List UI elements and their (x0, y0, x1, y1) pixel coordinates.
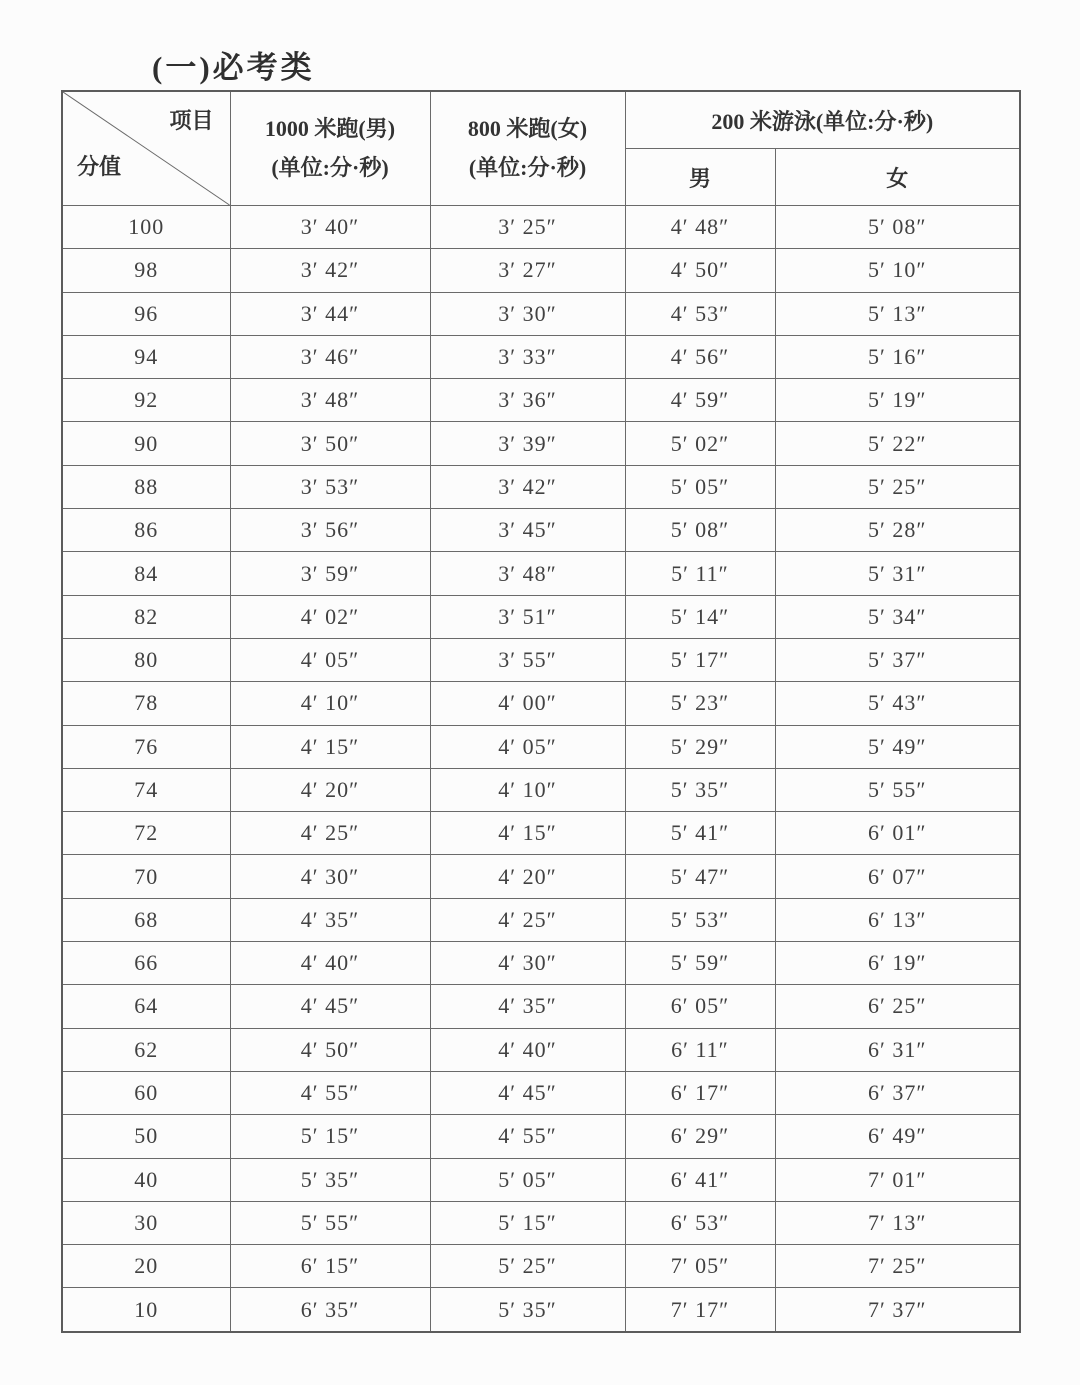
corner-label-item: 项目 (169, 108, 214, 133)
run-1000m-men-cell: 4′ 35″ (230, 898, 430, 941)
table-row (62, 1071, 1020, 1114)
run-1000m-men-cell: 4′ 05″ (230, 638, 430, 681)
run-1000m-men-cell: 4′ 55″ (230, 1071, 430, 1114)
swim-men-cell: 6′ 05″ (625, 985, 775, 1028)
score-cell: 66 (62, 942, 230, 985)
run-800m-women-cell: 3′ 27″ (430, 249, 625, 292)
swim-women-cell: 5′ 28″ (775, 509, 1020, 552)
score-cell: 50 (62, 1115, 230, 1158)
table-row (62, 335, 1020, 378)
swim-men-cell: 7′ 05″ (625, 1245, 775, 1288)
score-cell: 40 (62, 1158, 230, 1201)
table-row (62, 638, 1020, 681)
run-800m-women-cell: 3′ 55″ (430, 638, 625, 681)
section-title: (一)必考类 (152, 50, 315, 85)
swim-women-cell: 5′ 55″ (775, 768, 1020, 811)
run-1000m-men-cell: 6′ 35″ (230, 1288, 430, 1332)
run-800m-women-cell: 5′ 35″ (430, 1288, 625, 1332)
header-run-800m-women-title: 800 米跑(女) (467, 116, 588, 141)
score-cell: 62 (62, 1028, 230, 1071)
table-row (62, 1158, 1020, 1201)
run-800m-women-cell: 4′ 20″ (430, 855, 625, 898)
swim-women-cell: 5′ 37″ (775, 638, 1020, 681)
run-800m-women-cell: 3′ 48″ (430, 552, 625, 595)
swim-women-cell: 5′ 13″ (775, 292, 1020, 335)
run-1000m-men-cell: 4′ 15″ (230, 725, 430, 768)
corner-label-score: 分值 (77, 154, 122, 179)
run-1000m-men-cell: 4′ 25″ (230, 812, 430, 855)
swim-women-cell: 5′ 43″ (775, 682, 1020, 725)
run-800m-women-cell: 3′ 25″ (430, 206, 625, 249)
swim-women-cell: 6′ 01″ (775, 812, 1020, 855)
table-row (62, 1245, 1020, 1288)
swim-women-cell: 6′ 37″ (775, 1071, 1020, 1114)
swim-men-cell: 6′ 29″ (625, 1115, 775, 1158)
swim-men-cell: 5′ 14″ (625, 595, 775, 638)
header-swim-women: 女 (775, 149, 1020, 206)
swim-men-cell: 4′ 48″ (625, 206, 775, 249)
table-row (62, 985, 1020, 1028)
run-800m-women-cell: 4′ 10″ (430, 768, 625, 811)
run-800m-women-cell: 4′ 55″ (430, 1115, 625, 1158)
swim-women-cell: 6′ 19″ (775, 942, 1020, 985)
swim-women-cell: 6′ 07″ (775, 855, 1020, 898)
table-row (62, 725, 1020, 768)
swim-men-cell: 5′ 53″ (625, 898, 775, 941)
swim-men-cell: 5′ 41″ (625, 812, 775, 855)
run-1000m-men-cell: 4′ 50″ (230, 1028, 430, 1071)
swim-men-cell: 4′ 50″ (625, 249, 775, 292)
table-row (62, 942, 1020, 985)
run-1000m-men-cell: 3′ 44″ (230, 292, 430, 335)
swim-men-cell: 7′ 17″ (625, 1288, 775, 1332)
table-row (62, 422, 1020, 465)
score-cell: 30 (62, 1201, 230, 1244)
table-row (62, 812, 1020, 855)
run-800m-women-cell: 5′ 25″ (430, 1245, 625, 1288)
run-1000m-men-cell: 3′ 42″ (230, 249, 430, 292)
swim-men-cell: 5′ 35″ (625, 768, 775, 811)
swim-men-cell: 5′ 59″ (625, 942, 775, 985)
score-cell: 60 (62, 1071, 230, 1114)
run-800m-women-cell: 4′ 15″ (430, 812, 625, 855)
run-1000m-men-cell: 5′ 35″ (230, 1158, 430, 1201)
score-cell: 100 (62, 206, 230, 249)
run-800m-women-cell: 5′ 15″ (430, 1201, 625, 1244)
table-row (62, 1288, 1020, 1332)
swim-women-cell: 6′ 25″ (775, 985, 1020, 1028)
swim-men-cell: 5′ 29″ (625, 725, 775, 768)
score-cell: 70 (62, 855, 230, 898)
run-1000m-men-cell: 4′ 10″ (230, 682, 430, 725)
swim-women-cell: 6′ 49″ (775, 1115, 1020, 1158)
score-cell: 20 (62, 1245, 230, 1288)
run-800m-women-cell: 3′ 39″ (430, 422, 625, 465)
swim-women-cell: 7′ 37″ (775, 1288, 1020, 1332)
swim-men-cell: 4′ 56″ (625, 335, 775, 378)
run-800m-women-cell: 4′ 05″ (430, 725, 625, 768)
table-row (62, 465, 1020, 508)
header-run-800m-women (430, 91, 625, 206)
run-1000m-men-cell: 3′ 56″ (230, 509, 430, 552)
score-cell: 90 (62, 422, 230, 465)
table-row (62, 292, 1020, 335)
run-800m-women-cell: 4′ 45″ (430, 1071, 625, 1114)
table-row (62, 1028, 1020, 1071)
swim-women-cell: 7′ 01″ (775, 1158, 1020, 1201)
run-800m-women-cell: 3′ 30″ (430, 292, 625, 335)
swim-men-cell: 5′ 05″ (625, 465, 775, 508)
swim-men-cell: 5′ 23″ (625, 682, 775, 725)
run-1000m-men-cell: 6′ 15″ (230, 1245, 430, 1288)
run-800m-women-cell: 3′ 51″ (430, 595, 625, 638)
header-run-1000m-men-title: 1000 米跑(男) (264, 116, 396, 141)
run-800m-women-cell: 4′ 40″ (430, 1028, 625, 1071)
run-800m-women-cell: 3′ 33″ (430, 335, 625, 378)
table-row (62, 249, 1020, 292)
header-run-1000m-men-unit: (单位:分·秒) (271, 154, 389, 180)
corner-header-cell (62, 91, 230, 206)
table-row (62, 379, 1020, 422)
swim-men-cell: 6′ 53″ (625, 1201, 775, 1244)
table-row (62, 552, 1020, 595)
swim-men-cell: 6′ 41″ (625, 1158, 775, 1201)
header-run-1000m-men (230, 91, 430, 206)
run-1000m-men-cell: 5′ 55″ (230, 1201, 430, 1244)
table-row (62, 682, 1020, 725)
table-body (62, 206, 1020, 1332)
swim-women-cell: 5′ 16″ (775, 335, 1020, 378)
run-800m-women-cell: 3′ 45″ (430, 509, 625, 552)
run-1000m-men-cell: 3′ 53″ (230, 465, 430, 508)
run-1000m-men-cell: 5′ 15″ (230, 1115, 430, 1158)
swim-women-cell: 7′ 13″ (775, 1201, 1020, 1244)
score-cell: 10 (62, 1288, 230, 1332)
swim-men-cell: 5′ 02″ (625, 422, 775, 465)
score-cell: 98 (62, 249, 230, 292)
swim-women-cell: 5′ 34″ (775, 595, 1020, 638)
score-cell: 82 (62, 595, 230, 638)
run-800m-women-cell: 4′ 35″ (430, 985, 625, 1028)
swim-women-cell: 7′ 25″ (775, 1245, 1020, 1288)
table-row (62, 1115, 1020, 1158)
run-800m-women-cell: 3′ 36″ (430, 379, 625, 422)
swim-women-cell: 5′ 08″ (775, 206, 1020, 249)
run-1000m-men-cell: 4′ 20″ (230, 768, 430, 811)
run-1000m-men-cell: 4′ 30″ (230, 855, 430, 898)
run-1000m-men-cell: 4′ 45″ (230, 985, 430, 1028)
score-cell: 78 (62, 682, 230, 725)
table-row (62, 206, 1020, 249)
score-cell: 86 (62, 509, 230, 552)
run-1000m-men-cell: 3′ 48″ (230, 379, 430, 422)
run-800m-women-cell: 4′ 30″ (430, 942, 625, 985)
swim-women-cell: 6′ 13″ (775, 898, 1020, 941)
score-cell: 76 (62, 725, 230, 768)
table-row (62, 1201, 1020, 1244)
run-1000m-men-cell: 4′ 40″ (230, 942, 430, 985)
run-800m-women-cell: 4′ 00″ (430, 682, 625, 725)
swim-women-cell: 5′ 19″ (775, 379, 1020, 422)
score-cell: 72 (62, 812, 230, 855)
score-cell: 80 (62, 638, 230, 681)
swim-women-cell: 5′ 49″ (775, 725, 1020, 768)
table-header (62, 91, 1020, 206)
header-swim-men: 男 (625, 149, 775, 206)
score-cell: 88 (62, 465, 230, 508)
score-cell: 74 (62, 768, 230, 811)
swim-women-cell: 6′ 31″ (775, 1028, 1020, 1071)
swim-women-cell: 5′ 25″ (775, 465, 1020, 508)
run-1000m-men-cell: 3′ 50″ (230, 422, 430, 465)
header-run-800m-women-unit: (单位:分·秒) (468, 154, 587, 180)
swim-women-cell: 5′ 10″ (775, 249, 1020, 292)
run-1000m-men-cell: 3′ 59″ (230, 552, 430, 595)
run-1000m-men-cell: 4′ 02″ (230, 595, 430, 638)
score-cell: 96 (62, 292, 230, 335)
score-cell: 94 (62, 335, 230, 378)
swim-men-cell: 4′ 53″ (625, 292, 775, 335)
swim-men-cell: 5′ 08″ (625, 509, 775, 552)
score-cell: 68 (62, 898, 230, 941)
run-800m-women-cell: 5′ 05″ (430, 1158, 625, 1201)
swim-women-cell: 5′ 22″ (775, 422, 1020, 465)
swim-men-cell: 5′ 47″ (625, 855, 775, 898)
run-800m-women-cell: 3′ 42″ (430, 465, 625, 508)
run-800m-women-cell: 4′ 25″ (430, 898, 625, 941)
table-row (62, 768, 1020, 811)
swim-men-cell: 6′ 11″ (625, 1028, 775, 1071)
swim-men-cell: 6′ 17″ (625, 1071, 775, 1114)
score-cell: 92 (62, 379, 230, 422)
table-row (62, 595, 1020, 638)
table-row (62, 509, 1020, 552)
run-1000m-men-cell: 3′ 46″ (230, 335, 430, 378)
header-swim-200m-group: 200 米游泳(单位:分·秒) (625, 91, 1020, 149)
swim-men-cell: 5′ 11″ (625, 552, 775, 595)
swim-men-cell: 4′ 59″ (625, 379, 775, 422)
run-1000m-men-cell: 3′ 40″ (230, 206, 430, 249)
score-cell: 84 (62, 552, 230, 595)
swim-women-cell: 5′ 31″ (775, 552, 1020, 595)
score-cell: 64 (62, 985, 230, 1028)
score-table (61, 90, 1021, 1333)
table-row (62, 855, 1020, 898)
swim-men-cell: 5′ 17″ (625, 638, 775, 681)
table-row (62, 898, 1020, 941)
